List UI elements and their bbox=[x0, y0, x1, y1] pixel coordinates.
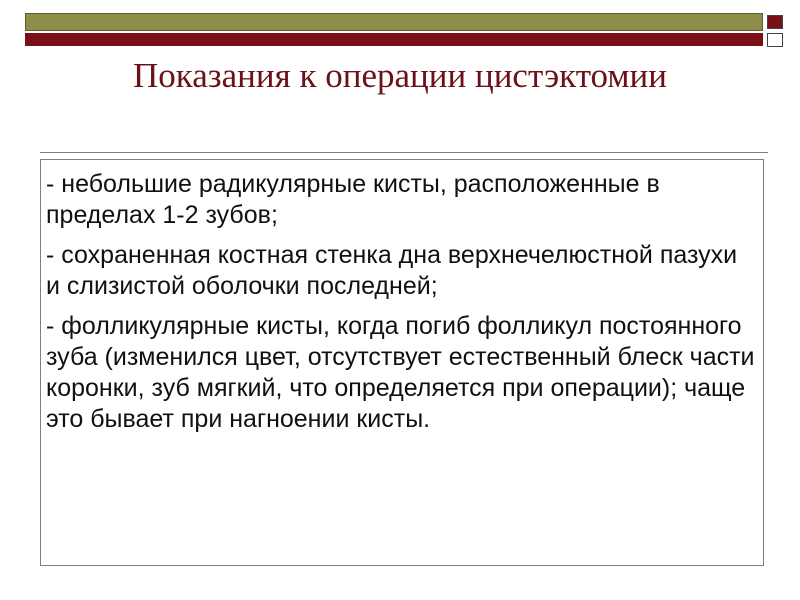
list-item: - сохраненная костная стенка дна верхнечелюстной пазухи и слизистой оболочки последней; bbox=[46, 241, 738, 300]
content-top-rule bbox=[40, 152, 768, 153]
corner-square-top bbox=[767, 15, 783, 29]
header-band-olive bbox=[25, 13, 763, 31]
list-item: - небольшие радикулярные кисты, расположенные в пределах 1-2 зубов; bbox=[46, 170, 660, 229]
header-band-maroon bbox=[25, 33, 763, 46]
corner-square-bottom bbox=[767, 33, 783, 47]
slide-title: Показания к операции цистэктомии bbox=[133, 56, 667, 95]
list-item: - фолликулярные кисты, когда погиб фолликул постоянного зуба (изменился цвет, отсутствует естественный блеск части коронки, зуб мягкий, что определяется при операции); чаще это бывает при нагноении кисты. bbox=[46, 312, 755, 433]
bullet-list bbox=[46, 169, 758, 444]
